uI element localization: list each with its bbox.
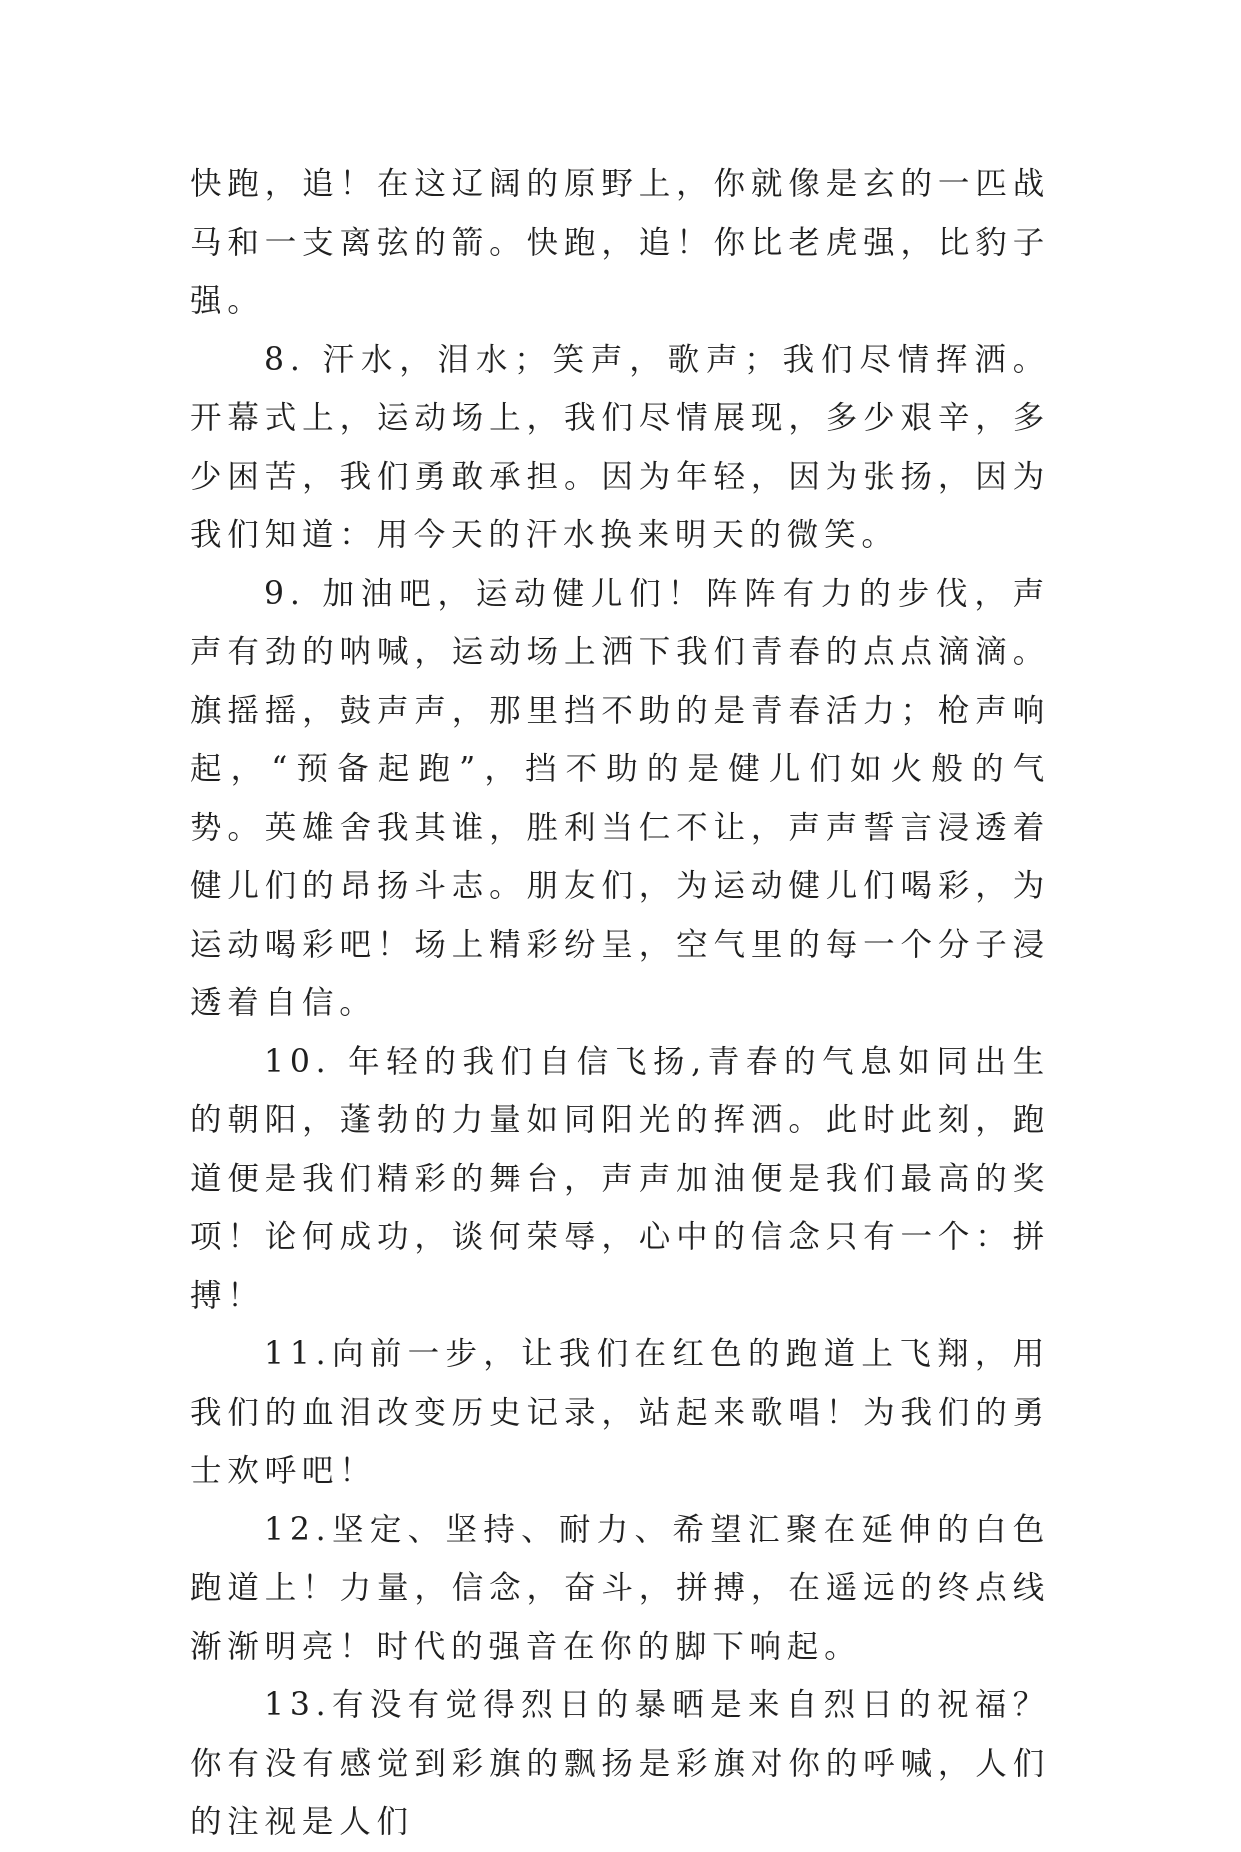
paragraph-item-9: 9. 加油吧，运动健儿们！阵阵有力的步伐，声声有劲的呐喊，运动场上洒下我们青春的点点滴滴。旗摇摇，鼓声声，那里挡不助的是青春活力；枪声响起，“预备起跑”，挡不助的是健儿们如火般的气势。英雄舍我其谁，胜利当仁不让，声声誓言浸透着健儿们的昂扬斗志。朋友们，为运动健儿们喝彩，为运动喝彩吧！场上精彩纷呈，空气里的每一个分子浸透着自信。 [190, 575, 1050, 1021]
paragraph-item-12: 12.坚定、坚持、耐力、希望汇聚在延伸的白色跑道上！力量，信念，奋斗，拼搏，在遥远的终点线渐渐明亮！时代的强音在你的脚下响起。 [190, 1511, 1050, 1665]
document-body [190, 155, 1050, 1852]
paragraph-item-8: 8. 汗水，泪水；笑声，歌声；我们尽情挥洒。开幕式上，运动场上，我们尽情展现，多少艰辛，多少困苦，我们勇敢承担。因为年轻，因为张扬，因为我们知道：用今天的汗水换来明天的微笑。 [190, 341, 1050, 553]
paragraph-continuation: 快跑，追！在这辽阔的原野上，你就像是玄的一匹战马和一支离弦的箭。快跑，追！你比老虎强，比豹子强。 [190, 166, 1050, 319]
paragraph-item-13: 13.有没有觉得烈日的暴晒是来自烈日的祝福？你有没有感觉到彩旗的飘扬是彩旗对你的呼喊，人们的注视是人们 [190, 1687, 1050, 1840]
paragraph-item-11: 11.向前一步，让我们在红色的跑道上飞翔，用我们的血泪改变历史记录，站起来歌唱！为我们的勇士欢呼吧！ [190, 1336, 1050, 1489]
paragraph-item-10: 10. 年轻的我们自信飞扬,青春的气息如同出生的朝阳，蓬勃的力量如同阳光的挥洒。此时此刻，跑道便是我们精彩的舞台，声声加油便是我们最高的奖项！论何成功，谈何荣辱，心中的信念只有一个：拼搏！ [190, 1043, 1050, 1314]
